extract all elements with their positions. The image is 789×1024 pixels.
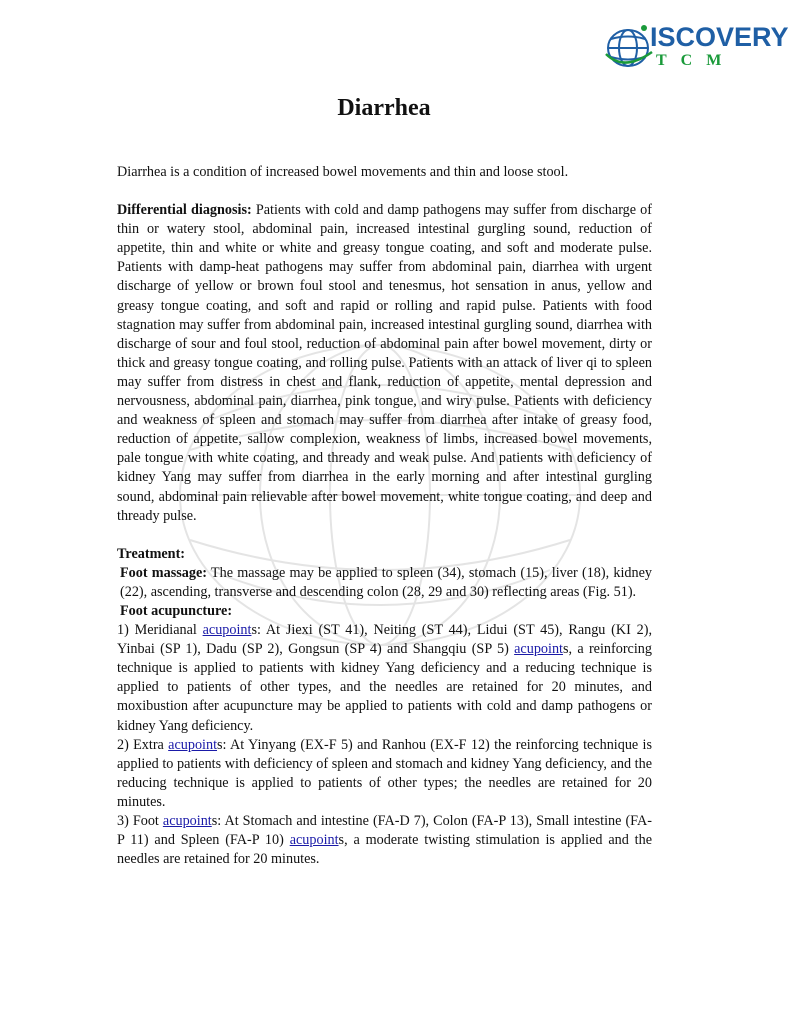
item-1-lead: 1) Meridianal	[117, 622, 203, 639]
intro-paragraph: Diarrhea is a condition of increased bowel movements and thin and loose stool.	[117, 164, 569, 180]
item-3-lead: 3) Foot	[117, 813, 163, 829]
acupuncture-item-2	[117, 736, 652, 812]
acupuncture-item-1	[117, 621, 652, 736]
item-3-tail: s, a moderate twisting stimulation is applied and the needles are retained for 20 minutes.	[117, 832, 653, 868]
globe-icon	[604, 22, 656, 70]
document-body	[117, 163, 652, 869]
acupoint-link[interactable]: acupoint	[168, 736, 218, 753]
foot-massage-heading: Foot massage:	[120, 564, 207, 581]
foot-massage-text: The massage may be applied to spleen (34), stomach (15), liver (18), kidney (22), ascending, transverse and descending colon (28, 29 and 30) reflecting areas (Fig. 51).	[120, 564, 652, 600]
treatment-heading: Treatment:	[117, 545, 186, 562]
page-title: Diarrhea	[337, 95, 431, 121]
logo-wordmark: ISCOVERY	[650, 22, 789, 52]
discovery-tcm-logo	[600, 14, 789, 72]
differential-diagnosis-text: Patients with cold and damp pathogens may suffer from discharge of thin or watery stool, abdominal pain, increased intestinal gurgling sound, reduction of appetite, thin and white or white and greasy tongue coating, and soft and moderate pulse. Patients with damp-heat pathogens may suffer from abdominal pain, diarrhea with urgent discharge of yellow or brown foul stool and tenesmus, hot sensation in anus, yellow and greasy tongue coating, and soft and rapid or rolling and rapid pulse. Patients with food stagnation may suffer from abdominal pain, increased intestinal gurgling sound, diarrhea with discharge of sour and foul stool, reduction of abdominal pain after bowel movement, dirty or thick and greasy tongue coating, and rolling pulse. Patients with an attack of liver qi to spleen may suffer from distress in chest and flank, reduction of appetite, mental depression and nervousness, abdominal pain, diarrhea, pink tongue, and wiry pulse. Patients with deficiency and weakness of spleen and stomach may suffer from diarrhea after intake of greasy food, reduction of appetite, sallow complexion, weakness of limbs, increased bowel movements, pale tongue with white coating, and thready and weak pulse. And patients with deficiency of kidney Yang may suffer from diarrhea in the early morning and after intestinal gurgling sound, abdominal pain relievable after bowel movement, white tongue coating, and deep and thready pulse.	[117, 202, 652, 524]
foot-massage-paragraph	[117, 564, 652, 602]
item-1-text: s: At Jiexi (ST 41), Neiting (ST 44), Lidui (ST 45), Rangu (KI 2), Yinbai (SP 1), Dadu (SP 2), Gongsun (SP 4) and Shangqiu (SP 5)	[117, 622, 652, 658]
acupoint-link[interactable]: acupoint	[289, 832, 339, 849]
item-1-tail: s, a reinforcing technique is applied to patients with kidney Yang deficiency and a reducing technique is applied to patients of other types, and the needles are retained for 20 minutes, and moxibustion after acupuncture may be applied to patients with cold and damp pathogens or kidney Yang deficiency.	[117, 641, 652, 734]
item-3-text: s: At Stomach and intestine (FA-D 7), Colon (FA-P 13), Small intestine (FA-P 11) and Spleen (FA-P 10)	[117, 813, 652, 849]
acupoint-link[interactable]: acupoint	[162, 813, 212, 829]
item-2-text: s: At Yinyang (EX-F 5) and Ranhou (EX-F 12) the reinforcing technique is applied to patients with deficiency of spleen and stomach and kidney Yang deficiency, and the reducing technique is applied to patients of other types; the needles are retained for 20 minutes.	[117, 736, 652, 810]
item-2-lead: 2) Extra	[117, 736, 169, 753]
acupoint-link[interactable]: acupoint	[202, 622, 252, 639]
differential-diagnosis-paragraph	[117, 201, 652, 526]
acupoint-link[interactable]: acupoint	[514, 641, 563, 658]
differential-diagnosis-heading: Differential diagnosis:	[117, 202, 252, 219]
foot-acupuncture-heading: Foot acupuncture:	[120, 602, 233, 619]
logo-subtitle: TCM	[656, 52, 736, 69]
acupuncture-item-3	[117, 812, 652, 869]
